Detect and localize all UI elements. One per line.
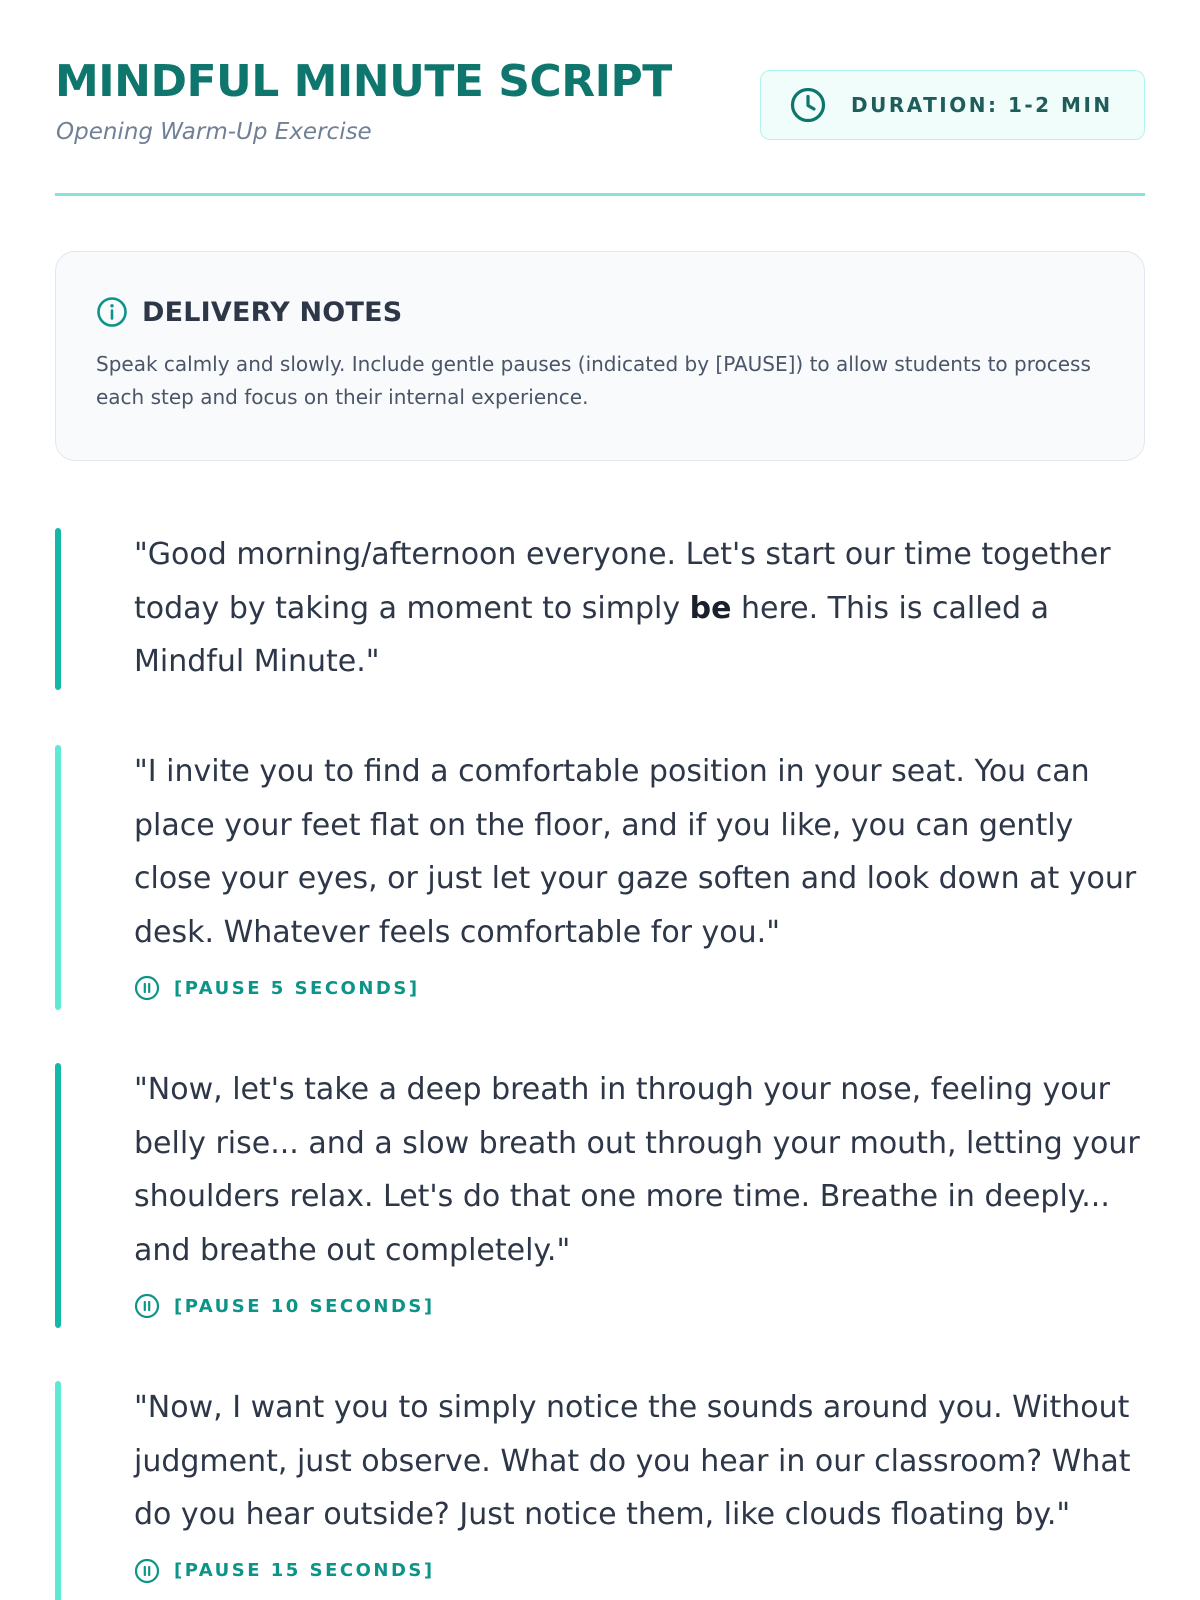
pause-cue xyxy=(134,973,1145,1003)
script-block xyxy=(55,745,1145,1010)
pause-label: [PAUSE 5 SECONDS] xyxy=(174,977,420,999)
info-icon xyxy=(96,296,128,328)
delivery-notes-body: Speak calmly and slowly. Include gentle pauses (indicated by [PAUSE]) to allow students to process each step and focus on their internal experience. xyxy=(96,352,1091,409)
pause-label: [PAUSE 15 SECONDS] xyxy=(174,1560,435,1581)
page-title: MINDFUL MINUTE SCRIPT xyxy=(55,56,672,107)
delivery-notes-title: DELIVERY NOTES xyxy=(142,296,403,328)
script-emphasis: be xyxy=(689,590,732,626)
script-text: "Now, let's take a deep breath in through your nose, feeling your belly rise... and a slow breath out through your mouth, letting your shoulders relax. Let's do that one more time. Breathe in deeply... and breathe out completely." xyxy=(134,1072,1140,1268)
block-accent-bar xyxy=(55,1063,61,1328)
script-text-part: here. This is called a Mindful Minute." xyxy=(134,590,1049,679)
pause-cue xyxy=(134,1556,1145,1586)
script-block xyxy=(55,1381,1145,1600)
script-text-part: "Good morning/afternoon everyone. Let's start our time together today by taking a moment to simply xyxy=(134,537,1111,626)
script-block xyxy=(55,1063,1145,1328)
delivery-notes-card xyxy=(55,251,1145,461)
page-header xyxy=(55,0,1145,196)
script-text: "Now, I want you to simply notice the sounds around you. Without judgment, just observe. What do you hear in our classroom? What do you hear outside? Just notice them, like clouds floating by." xyxy=(134,1390,1131,1532)
pause-circle-icon xyxy=(134,975,160,1001)
clock-icon xyxy=(789,86,827,124)
pause-circle-icon xyxy=(134,1293,160,1319)
block-accent-bar xyxy=(55,528,61,690)
script-blocks xyxy=(55,528,1145,1600)
script-block xyxy=(55,528,1145,690)
duration-label: DURATION: 1-2 MIN xyxy=(851,93,1113,117)
block-accent-bar xyxy=(55,1381,61,1600)
pause-label: [PAUSE 10 SECONDS] xyxy=(174,1295,435,1317)
page-subtitle: Opening Warm-Up Exercise xyxy=(56,119,372,145)
delivery-notes-header xyxy=(96,296,1104,328)
block-accent-bar xyxy=(55,745,61,1010)
pause-circle-icon xyxy=(134,1558,160,1584)
script-text: "I invite you to find a comfortable position in your seat. You can place your feet flat on the floor, and if you like, you can gently close your eyes, or just let your gaze soften and look down at your desk. Whatever feels comfortable for you." xyxy=(134,754,1137,950)
script-text xyxy=(134,528,1145,689)
pause-cue xyxy=(134,1291,1145,1321)
duration-badge xyxy=(760,70,1145,140)
